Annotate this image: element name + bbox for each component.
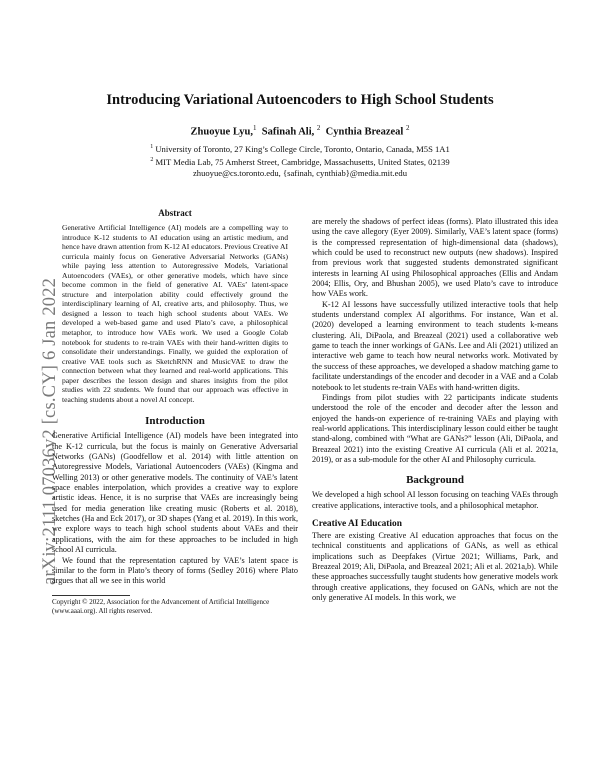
author-name: Zhuoyue Lyu, [190,126,253,138]
arxiv-identifier[interactable]: arXiv:2111.07036v2 [cs.CY] 6 Jan 2022 [40,277,60,585]
author-name: Safinah Ali, [261,126,315,138]
author-list [0,124,600,138]
author-affil-mark: 1 [252,124,257,132]
body-paragraph: are merely the shadows of perfect ideas (forms). Plato illustrated this idea using the cave allegory (Eyer 2009). Similarly, VAE’s latent space (forms) is the compressed representation of high-dimensional data (shadows), which could be used to reconstruct new outputs (new shadows). Inspired from previous work that suggested students demonstrated significant interests in learning AI using Philosophical approaches (Ellis and Andam 2004; Ellis, Ory, and Bhushan 2005), we used Plato’s cave to introduce how VAEs work. [312,217,558,299]
introduction-paragraph: Generative Artificial Intelligence (AI) models have been integrated into the K-12 curricula, but the focus is mainly on Generative Adversarial Networks (GANs) (Goodfellow et al. 2014) with little attention on Autoregressive Models, Variational Autoencoders (VAEs) (Kingma and Welling 2013) or other generative models. The continuity of VAE’s latent space enables interpolation, which provides a creative way to explore artistic ideas. Hence, it is no surprise that VAEs are increasingly being used for media generation like creating music (Roberts et al. 2018), sketches (Ha and Eck 2017), or 3D shapes (Yang et al. 2019). In this work, we explore ways to teach high school students about VAEs and their applications, with the aim for these approaches to be included in high school AI curricula. [52,431,298,555]
affiliations [0,142,600,179]
creative-ai-heading: Creative AI Education [312,518,402,529]
body-paragraph: Findings from pilot studies with 22 participants indicate students understood the role of the encoder and decoder after the lesson and enjoyed the hands-on experience of re-training VAEs and playing with real-world applications. This interdisciplinary lesson could either be taught stand-along, combined with “What are GANs?” lesson (Ali, DiPaola, and Breazeal 2021) into the existing Creative AI curricula (Ali et al. 2021a, 2019), or as a sub-module for the other AI and Philosophy curricula. [312,392,558,464]
arxiv-sidebar [10,205,60,585]
affiliation-line [0,155,600,168]
introduction-heading: Introduction [145,415,205,428]
abstract-heading: Abstract [158,208,192,218]
background-heading: Background [406,474,464,487]
affiliation-text: University of Toronto, 27 King’s College Circle, Toronto, Ontario, Canada, M5S 1A1 [155,143,450,154]
paper-title: Introducing Variational Autoencoders to High School Students [106,92,494,108]
right-column [312,217,558,603]
author-emails[interactable]: zhuoyue@cs.toronto.edu, {safinah, cynthiab}@media.mit.edu [192,167,408,178]
introduction-paragraph: We found that the representation captured by VAE’s latent space is similar to the form in Plato’s theory of forms (Sedley 2016) where Plato argues that all we see in this world [52,555,298,586]
body-paragraph: K-12 AI lessons have successfully utilized interactive tools that help students understand complex AI algorithms. For instance, Wan et al. (2020) developed a learning environment to teach students k-means clustering. Ali, DiPaola, and Breazeal (2021) used a collaborative web game to teach the inner workings of GANs. Lee and Ali (2021) utilized an interactive web game to teach how neural networks work. Motivated by the success of these approaches, we developed a shadow matching game to facilitate understandings of the encoder and decoder in a VAE and a Colab notebook to let students re-train VAEs with hand-written digits. [312,299,558,392]
author-name: Cynthia Breazeal [325,126,404,138]
affiliation-mark: 2 [150,156,154,163]
author-affil-mark: 2 [316,124,321,132]
author-affil-mark: 2 [405,124,410,132]
affiliation-line [0,142,600,155]
abstract-text: Generative Artificial Intelligence (AI) models are a compelling way to introduce K-12 students to AI education using an artistic medium, and hence have drawn attention from K-12 AI educators. Previous Creative AI curricula mainly focus on Generative Adversarial Networks (GANs) while paying less attention to Autoregressive Models, Variational Autoencoders (VAEs), or other generative models, which have since become common in the field of generative AI. VAEs’ latent-space structure and interpolation ability could effectively ground the interdisciplinary learning of AI, creative arts, and philosophy. Thus, we designed a lesson to teach high school students about VAEs. We developed a web-based game and used Plato’s cave, a philosophical metaphor, to introduce how VAEs work. We used a Google Colab notebook for students to re-train VAEs with their hand-written digits to consolidate their understandings. Finally, we guided the exploration of creative VAE tools such as SketchRNN and MusicVAE to draw the connection between what they learned and real-world applications. This paper describes the lesson design and shares insights from the pilot studies with 22 students. We found that our approach was effective in teaching students about a novel AI concept. [62,223,288,404]
left-column [52,208,298,616]
creative-ai-paragraph: There are existing Creative AI education approaches that focus on the technical constituents and applications of GANs, as well as ethical implications such as Deepfakes (Virtue 2021; Williams, Park, and Breazeal 2019; Ali, DiPaola, and Breazeal 2021; Ali et al. 2021a,b). While these approaches successfully taught students how generative models work through creative applications, they focused on GANs, which are not the only generative AI models. In this work, we [312,530,559,602]
affiliation-mark: 1 [150,144,154,150]
copyright-notice: Copyright © 2022, Association for the Advancement of Artificial Intelligence (www.aaai.org). All rights reserved. [52,597,270,615]
background-paragraph: We developed a high school AI lesson focusing on teaching VAEs through creative applications, interactive tools, and a philosophical metaphor. [312,490,558,510]
affiliation-text: MIT Media Lab, 75 Amherst Street, Cambridge, Massachusetts, United States, 02139 [155,156,450,167]
